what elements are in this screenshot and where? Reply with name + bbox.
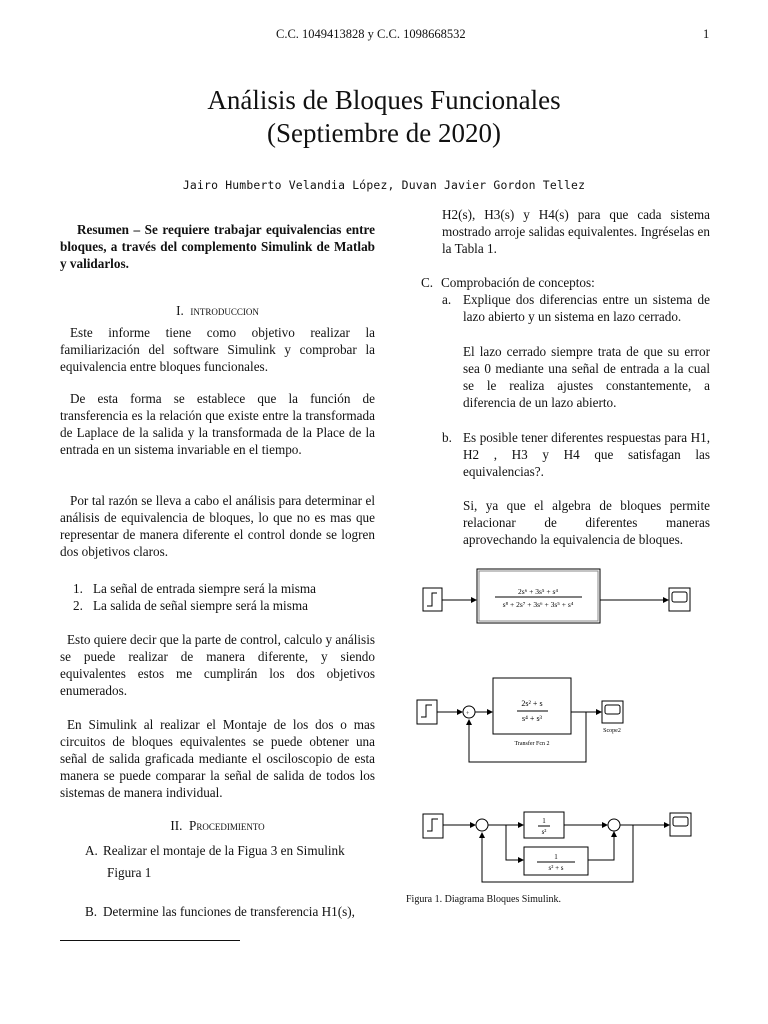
transfer-fcn-1: [477, 569, 600, 623]
tf2-numerator: 2s² + s: [521, 699, 543, 708]
list-item-1-number: 1.: [73, 581, 83, 596]
title-line-2: (Septiembre de 2020): [267, 118, 501, 148]
tf2-denominator: s⁴ + s³: [522, 714, 542, 723]
sum-block-3a: [476, 819, 488, 831]
list-item-1-text: La señal de entrada siempre será la misma: [93, 581, 316, 596]
diagram-1-open-loop: [423, 569, 690, 623]
section-1-heading: [60, 303, 375, 319]
figure-caption: Figura 1. Diagrama Bloques Simulink.: [406, 894, 561, 905]
list-item-2-text: La salida de señal siempre será la misma: [93, 598, 308, 613]
question-b-answer: Si, ya que el algebra de bloques permite relacionar de diferentes maneras aprovechando la equivalencia de bloques.: [463, 498, 710, 547]
simulink-block-diagram: [400, 560, 720, 895]
item-c-title: Comprobación de conceptos:: [441, 275, 595, 290]
scope-icon: [673, 817, 688, 826]
section-1-number: I.: [176, 303, 184, 318]
item-b-continuation: H2(s), H3(s) y H4(s) para que cada sistema mostrado arroje salidas equivalentes. Ingréselas en la Tabla 1.: [442, 207, 710, 256]
authors: Jairo Humberto Velandia López, Duvan Javier Gordon Tellez: [182, 178, 586, 192]
question-a-text: Explique dos diferencias entre un sistema de lazo abierto y un sistema en lazo cerrado.: [463, 292, 710, 324]
question-a-label: a.: [442, 292, 452, 307]
step-icon: [427, 819, 438, 831]
scope-icon: [605, 705, 620, 714]
section-2-title: Procedimiento: [189, 818, 265, 833]
paragraph-3: Por tal razón se lleva a cabo el análisis para determinar el análisis de equivalencia de bloques, lo que no es mas que representar de manera diferente el control donde se logren dos objetivos claros.: [60, 493, 375, 559]
title-line-1: Análisis de Bloques Funcionales: [207, 85, 561, 115]
item-a-label: A.: [85, 843, 98, 858]
abstract: Resumen – Se requiere trabajar equivalencias entre bloques, a través del complemento Simulink de Matlab y validarlos.: [60, 222, 375, 271]
section-2-heading: [60, 818, 375, 834]
tf2-label: Transfer Fcn 2: [514, 741, 550, 747]
step-icon: [427, 593, 437, 606]
paragraph-1: Este informe tiene como objetivo realizar la familiarización del software Simulink y comprobar la equivalencia entre bloques funcionales.: [60, 325, 375, 374]
tf4-numerator: 1: [554, 853, 558, 861]
question-a-answer: El lazo cerrado siempre trata de que su error sea 0 mediante una señal de entrada a la cual se le realiza ajustes constantemente, a diferencia de un lazo abierto.: [463, 344, 710, 410]
step-icon: [421, 705, 432, 717]
question-b-text: Es posible tener diferentes respuestas para H1, H2 , H3 y H4 que satisfagan las equivalencias?.: [463, 430, 710, 479]
tf1-denominator: s⁸ + 2s⁷ + 3s⁶ + 3s⁵ + s⁴: [502, 600, 574, 609]
item-a-text: Realizar el montaje de la Figua 3 en Simulink: [103, 843, 345, 858]
step-block-2: [417, 700, 437, 724]
list-item-2-number: 2.: [73, 598, 83, 613]
item-c-label: C.: [421, 275, 434, 290]
scope2-label: Scope2: [603, 728, 621, 734]
item-a-sub: Figura 1: [107, 865, 152, 880]
sum-signs: +: [466, 711, 470, 717]
branch-path-3: [506, 825, 523, 860]
paragraph-2: De esta forma se establece que la función de transferencia es la relación que existe entre la transformada de Laplace de la salida y la transformada de la Place de la entrada en un sistema invariable en el tiempo.: [60, 391, 375, 457]
section-1-title: introduccion: [190, 303, 259, 318]
question-b-label: b.: [442, 430, 452, 445]
section-2-number: II.: [170, 818, 183, 833]
tf1-numerator: 2s⁶ + 3s⁵ + s⁴: [517, 587, 559, 596]
paragraph-4: Esto quiere decir que la parte de control, calculo y análisis se puede realizar de manera diferente, y siendo equivalentes estos me cumplirán los dos objetivos enumerados.: [60, 632, 375, 698]
item-b-text: Determine las funciones de transferencia H1(s),: [103, 904, 355, 919]
item-b-label: B.: [85, 904, 98, 919]
diagram-2-feedback: [417, 678, 623, 762]
running-head: C.C. 1049413828 y C.C. 1098668532: [276, 27, 466, 41]
page-number: 1: [703, 27, 710, 41]
sum-block-3b: [608, 819, 620, 831]
scope-icon: [672, 592, 687, 602]
tf3-denominator: s²: [541, 828, 547, 836]
paper-title: [0, 84, 768, 150]
tf3-numerator: 1: [542, 817, 546, 825]
step-block-3: [423, 814, 443, 838]
tf4-denominator: s² + s: [548, 864, 564, 872]
paragraph-5: En Simulink al realizar el Montaje de los dos o mas circuitos de bloques equivalentes se puede obtener una señal de salida graficada mediante el osciloscopio de esta manera se puede comparar la señal de salida de todos los sistemas de manera individual.: [60, 717, 375, 800]
footnote-rule: [60, 940, 240, 941]
